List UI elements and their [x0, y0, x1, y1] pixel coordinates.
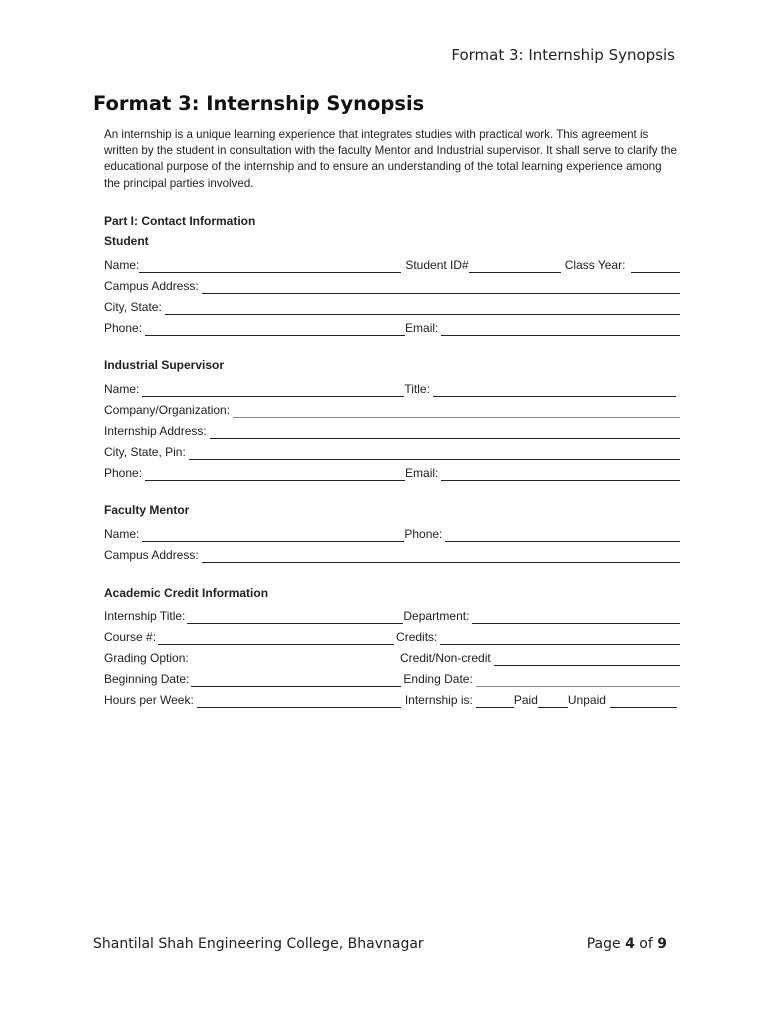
- mentor-name-label: Name:: [104, 527, 140, 541]
- page-title: Format 3: Internship Synopsis: [93, 92, 425, 115]
- supervisor-email-label: Email:: [405, 466, 439, 480]
- student-city-row: [104, 294, 680, 315]
- student-phone-row: [104, 315, 680, 336]
- beginning-date-field[interactable]: [191, 672, 401, 687]
- supervisor-title-label: Title:: [404, 382, 430, 396]
- supervisor-name-label: Name:: [104, 382, 140, 396]
- student-name-row: [104, 252, 680, 273]
- department-label: Department:: [403, 609, 470, 623]
- mentor-phone-label: Phone:: [404, 527, 443, 541]
- hours-label: Hours per Week:: [104, 693, 194, 707]
- student-city-field[interactable]: [165, 300, 680, 315]
- course-label: Course #:: [104, 630, 157, 644]
- course-row: [104, 624, 680, 645]
- internship-title-field[interactable]: [187, 609, 403, 624]
- mentor-phone-field[interactable]: [445, 527, 680, 542]
- page-total: 9: [657, 936, 667, 952]
- credits-field[interactable]: [440, 630, 680, 645]
- credits-label: Credits:: [396, 630, 438, 644]
- course-field[interactable]: [158, 630, 394, 645]
- footer-page-number: [587, 936, 667, 952]
- class-year-label: Class Year:: [564, 258, 626, 272]
- student-campus-row: [104, 273, 680, 294]
- supervisor-heading: Industrial Supervisor: [104, 358, 225, 372]
- supervisor-city-label: City, State, Pin:: [104, 445, 186, 459]
- page-current: 4: [625, 936, 635, 952]
- department-field[interactable]: [472, 609, 680, 624]
- mentor-name-row: [104, 521, 680, 542]
- paid-field[interactable]: [476, 693, 514, 708]
- supervisor-company-label: Company/Organization:: [104, 403, 231, 417]
- running-header: Format 3: Internship Synopsis: [451, 46, 675, 64]
- footer-college: Shantilal Shah Engineering College, Bhavnagar: [93, 936, 424, 952]
- supervisor-city-row: [104, 439, 680, 460]
- student-phone-field[interactable]: [145, 321, 405, 336]
- supervisor-email-field[interactable]: [441, 466, 680, 481]
- class-year-field[interactable]: [631, 258, 680, 273]
- student-phone-label: Phone:: [104, 321, 143, 335]
- hours-row: [104, 687, 680, 708]
- student-id-label: Student ID#: [405, 258, 469, 272]
- internship-is-label: Internship is:: [404, 693, 473, 707]
- supervisor-company-row: [104, 397, 680, 418]
- supervisor-title-field[interactable]: [433, 382, 676, 397]
- beginning-date-label: Beginning Date:: [104, 672, 190, 686]
- part1-heading: Part I: Contact Information: [104, 214, 256, 228]
- mentor-name-field[interactable]: [142, 527, 404, 542]
- supervisor-phone-row: [104, 460, 680, 481]
- student-email-field[interactable]: [441, 321, 680, 336]
- mentor-campus-field[interactable]: [202, 548, 680, 563]
- ending-date-field[interactable]: [476, 672, 680, 687]
- internship-title-label: Internship Title:: [104, 609, 186, 623]
- grading-row: [104, 645, 680, 666]
- unpaid-label: Unpaid: [567, 693, 606, 707]
- supervisor-address-row: [104, 418, 680, 439]
- dates-row: [104, 666, 680, 687]
- student-name-field[interactable]: [139, 258, 401, 273]
- credit-noncredit-label: Credit/Non-credit: [400, 651, 491, 665]
- unpaid-field[interactable]: [538, 693, 568, 708]
- supervisor-city-field[interactable]: [189, 445, 680, 460]
- academic-heading: Academic Credit Information: [104, 586, 269, 600]
- student-id-field[interactable]: [469, 258, 561, 273]
- student-name-label: Name:: [104, 258, 140, 272]
- student-email-label: Email:: [405, 321, 439, 335]
- internship-title-row: [104, 603, 680, 624]
- student-heading: Student: [104, 234, 149, 248]
- credit-noncredit-field[interactable]: [494, 651, 680, 666]
- supervisor-address-label: Internship Address:: [104, 424, 207, 438]
- student-city-label: City, State:: [104, 300, 162, 314]
- mentor-campus-label: Campus Address:: [104, 548, 199, 562]
- page-word: Page: [586, 936, 621, 952]
- page-of: of: [639, 936, 653, 952]
- supervisor-name-row: [104, 376, 680, 397]
- unpaid-trailing-field[interactable]: [610, 693, 677, 708]
- contact-form: [104, 212, 680, 708]
- mentor-heading: Faculty Mentor: [104, 503, 190, 517]
- paid-label: Paid: [513, 693, 538, 707]
- ending-date-label: Ending Date:: [403, 672, 473, 686]
- intro-paragraph: An internship is a unique learning experience that integrates studies with practical work. This agreement is written by the student in consultation with the faculty Mentor and Industrial supervisor. It shall serve to clarify the educational purpose of the internship and to ensure an understanding of the total learning experience among the principal parties involved.: [104, 128, 677, 190]
- supervisor-phone-field[interactable]: [145, 466, 405, 481]
- grading-option-label: Grading Option:: [104, 651, 189, 665]
- supervisor-phone-label: Phone:: [104, 466, 143, 480]
- supervisor-name-field[interactable]: [142, 382, 404, 397]
- mentor-campus-row: [104, 542, 680, 563]
- supervisor-company-field[interactable]: [233, 403, 680, 418]
- supervisor-address-field[interactable]: [210, 424, 680, 439]
- hours-field[interactable]: [197, 693, 401, 708]
- student-campus-label: Campus Address:: [104, 279, 199, 293]
- student-campus-field[interactable]: [202, 279, 680, 294]
